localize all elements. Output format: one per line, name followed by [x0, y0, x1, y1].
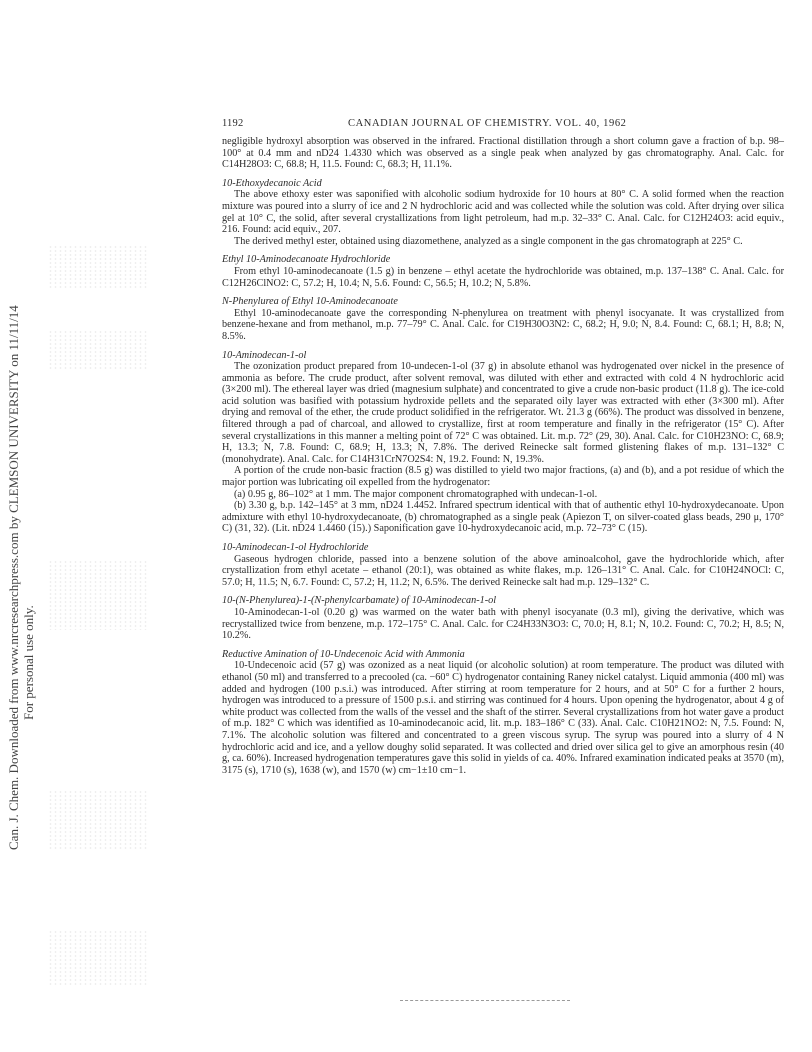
section-heading: Ethyl 10-Aminodecanoate Hydrochloride	[222, 254, 391, 266]
body-paragraph: Gaseous hydrogen chloride, passed into a benzene solution of the above aminoalcohol, gave the hydrochloride which, after crystallization from ethyl acetate – ethanol (20:1), was obtained as white flakes, m.p. 126–131° C. Anal. Calc. for C10H24NOCl: C, 57.0; H, 11.5; N, 6.7. Found: C, 57.2; H, 11.2; N, 6.5%. The derived Reinecke salt had m.p. 129–132° C.	[222, 553, 784, 588]
scan-speckle	[48, 930, 148, 985]
body-paragraph: 10-Aminodecan-1-ol (0.20 g) was warmed on the water bath with phenyl isocyanate (0.3 ml), giving the derivative, which was recrystallized twice from benzene, m.p. 172–175° C. Anal. Calc. for C24H33N3O3: C, 70.0; H, 8.1; N, 10.2. Found: C, 70.2; H, 8.5; N, 10.2%.	[222, 606, 784, 642]
footer-rule	[400, 1000, 570, 1001]
section-heading: 10-(N-Phenylurea)-1-(N-phenylcarbamate) of 10-Aminodecan-1-ol	[222, 595, 497, 607]
body-paragraph: From ethyl 10-aminodecanoate (1.5 g) in benzene – ethyl acetate the hydrochloride was obtained, m.p. 137–138° C. Anal. Calc. for C12H26ClNO2: C, 57.2; H, 10.4; N, 5.6. Found: C, 56.5; H, 10.2; N, 5.8%.	[222, 265, 784, 289]
journal-title-header: CANADIAN JOURNAL OF CHEMISTRY. VOL. 40, 1962	[348, 118, 627, 129]
page-number: 1192	[222, 118, 244, 129]
section-heading: 10-Ethoxydecanoic Acid	[222, 177, 322, 189]
section-heading: 10-Aminodecan-1-ol Hydrochloride	[222, 542, 369, 553]
body-paragraph: 10-Undecenoic acid (57 g) was ozonized as a neat liquid (or alcoholic solution) at room temperature. The product was diluted with ethanol (50 ml) and transferred to a precooled (ca. −60° C) hydrogenator containing Raney nickel catalyst. Liquid ammonia (400 ml) was added and hydrogen (100 p.s.i.) was introduced. After stirring at room temperature for 2 hours, and at 50° C for a further 2 hours, hydrogen was introduced to a pressure of 1500 p.s.i. and stirring was continued for 4 hours. Upon opening the hydrogenator, about 4 g of white product was collected from the walls of the vessel and the shaft of the stirrer. Several crystallizations from hot water gave a product of m.p. 182° C which was identified as 10-aminodecanoic acid, lit. m.p. 183–186° C (33). Anal. Calc. C10H21NO2: N, 7.5. Found: N, 7.1%. The alcoholic solution was filtered and concentrated to a green viscous syrup. The syrup was poured into a slurry of 4 N hydrochloric acid and ice, and a yellow doughy solid separated. It was collected and dried over silica gel to give an amorphous resin (40 g, ca. 60%). Increased hydrogenation temperatures gave this solid in yields of ca. 40%. Infrared examination indicated peaks at 3570 (m), 3175 (s), 1710 (s), 1638 (w), and 1570 (w) cm−1±10 cm−1.	[222, 660, 784, 776]
body-paragraph: The derived methyl ester, obtained using diazomethene, analyzed as a single component in the gas chromatograph at 225° C.	[234, 235, 743, 247]
body-paragraph: The above ethoxy ester was saponified with alcoholic sodium hydroxide for 10 hours at 80° C. A solid formed when the reaction mixture was poured into a slurry of ice and 2 N hydrochloric acid and was collected while the solution was cold. After drying over silica gel at 10° C, the solid, after several crystallizations from light petroleum, had m.p. 32–33° C. Anal. Calc. for C12H24O3: acid equiv., 216. Found: acid equiv., 207.	[222, 189, 784, 236]
watermark-personal-use-line: For personal use only.	[21, 605, 36, 720]
article-body	[222, 136, 784, 776]
section-heading: Reductive Amination of 10-Undecenoic Acid with Ammonia	[222, 648, 465, 660]
body-paragraph: A portion of the crude non-basic fraction (8.5 g) was distilled to yield two major fractions, (a) and (b), and a pot residue of which the major portion was lubricating oil expelled from the hydrogenator:	[222, 465, 784, 489]
fraction-b-paragraph: (b) 3.30 g, b.p. 142–145° at 3 mm, nD24 1.4452. Infrared spectrum identical with that of authentic ethyl 10-hydroxydecanoate. Upon admixture with ethyl 10-hydroxydecanoate, (b) chromatographed as a single peak (Apiezon T, on silver-coated glass beads, 290 μ, 170° C) (31, 32). (Lit. nD24 1.4460 (15).) Saponification gave 10-hydroxydecanoic acid, m.p. 72–73° C (15).	[222, 500, 784, 535]
watermark-download-line: Can. J. Chem. Downloaded from www.nrcresearchpress.com by CLEMSON UNIVERSITY on 11/11/14	[6, 305, 21, 850]
download-watermark	[4, 160, 44, 860]
section-heading: N-Phenylurea of Ethyl 10-Aminodecanoate	[222, 296, 398, 308]
running-header	[222, 118, 782, 132]
body-paragraph: Ethyl 10-aminodecanoate gave the corresponding N-phenylurea on treatment with phenyl isocyanate. It was crystallized from benzene-hexane and from methanol, m.p. 77–79° C. Anal. Calc. for C19H30O3N2: C, 68.2; H, 9.0; N, 8.4. Found: C, 68.1; H, 8.8; N, 8.5%.	[222, 307, 784, 342]
fraction-a-paragraph: (a) 0.95 g, 86–102° at 1 mm. The major component chromatographed with undecan-1-ol.	[234, 488, 598, 500]
body-paragraph: The ozonization product prepared from 10-undecen-1-ol (37 g) in absolute ethanol was hydrogenated over nickel in the presence of ammonia as before. The crude product, after solvent removal, was diluted with ether and extracted with cold 4 N hydrochloric acid (3×200 ml). The ethereal layer was dried (magnesium sulphate) and concentrated to give a crude non-basic product (11.8 g). The ice-cold acid solution was basified with potassium hydroxide pellets and the separated oily layer was extracted with ether (3×300 ml). After drying and removal of the ether, the crude product solidified in the refrigerator. Wt. 21.3 g (66%). The product was dissolved in benzene, filtered through a pad of charcoal, and allowed to crystallize, first at room temperature and finally in the refrigerator (15° C). After several crystallizations in this manner a melting point of 72° C was obtained. Lit. m.p. 72° (29, 30). Anal. Calc. for C10H23NO: C, 68.9; H, 13.3; N, 7.8. Found: C, 68.9; H, 13.3; N, 7.8%. The derived Reinecke salt formed glistening flakes of m.p. 131–132° C (monohydrate). Anal. Calc. for C14H31CrN7O2S4: N, 19.2. Found: N, 19.3%.	[222, 361, 784, 465]
body-paragraph: negligible hydroxyl absorption was observed in the infrared. Fractional distillation through a short column gave a fraction of b.p. 98–100° at 0.4 mm and nD24 1.4330 which was observed as a single peak when analyzed by gas chromatography. Anal. Calc. for C14H28O3: C, 68.8; H, 11.5. Found: C, 68.3; H, 11.1%.	[222, 136, 784, 171]
scan-speckle	[48, 330, 148, 370]
scan-speckle	[48, 560, 148, 630]
scan-speckle	[48, 245, 148, 290]
scan-speckle	[48, 790, 148, 850]
section-heading: 10-Aminodecan-1-ol	[222, 349, 307, 361]
